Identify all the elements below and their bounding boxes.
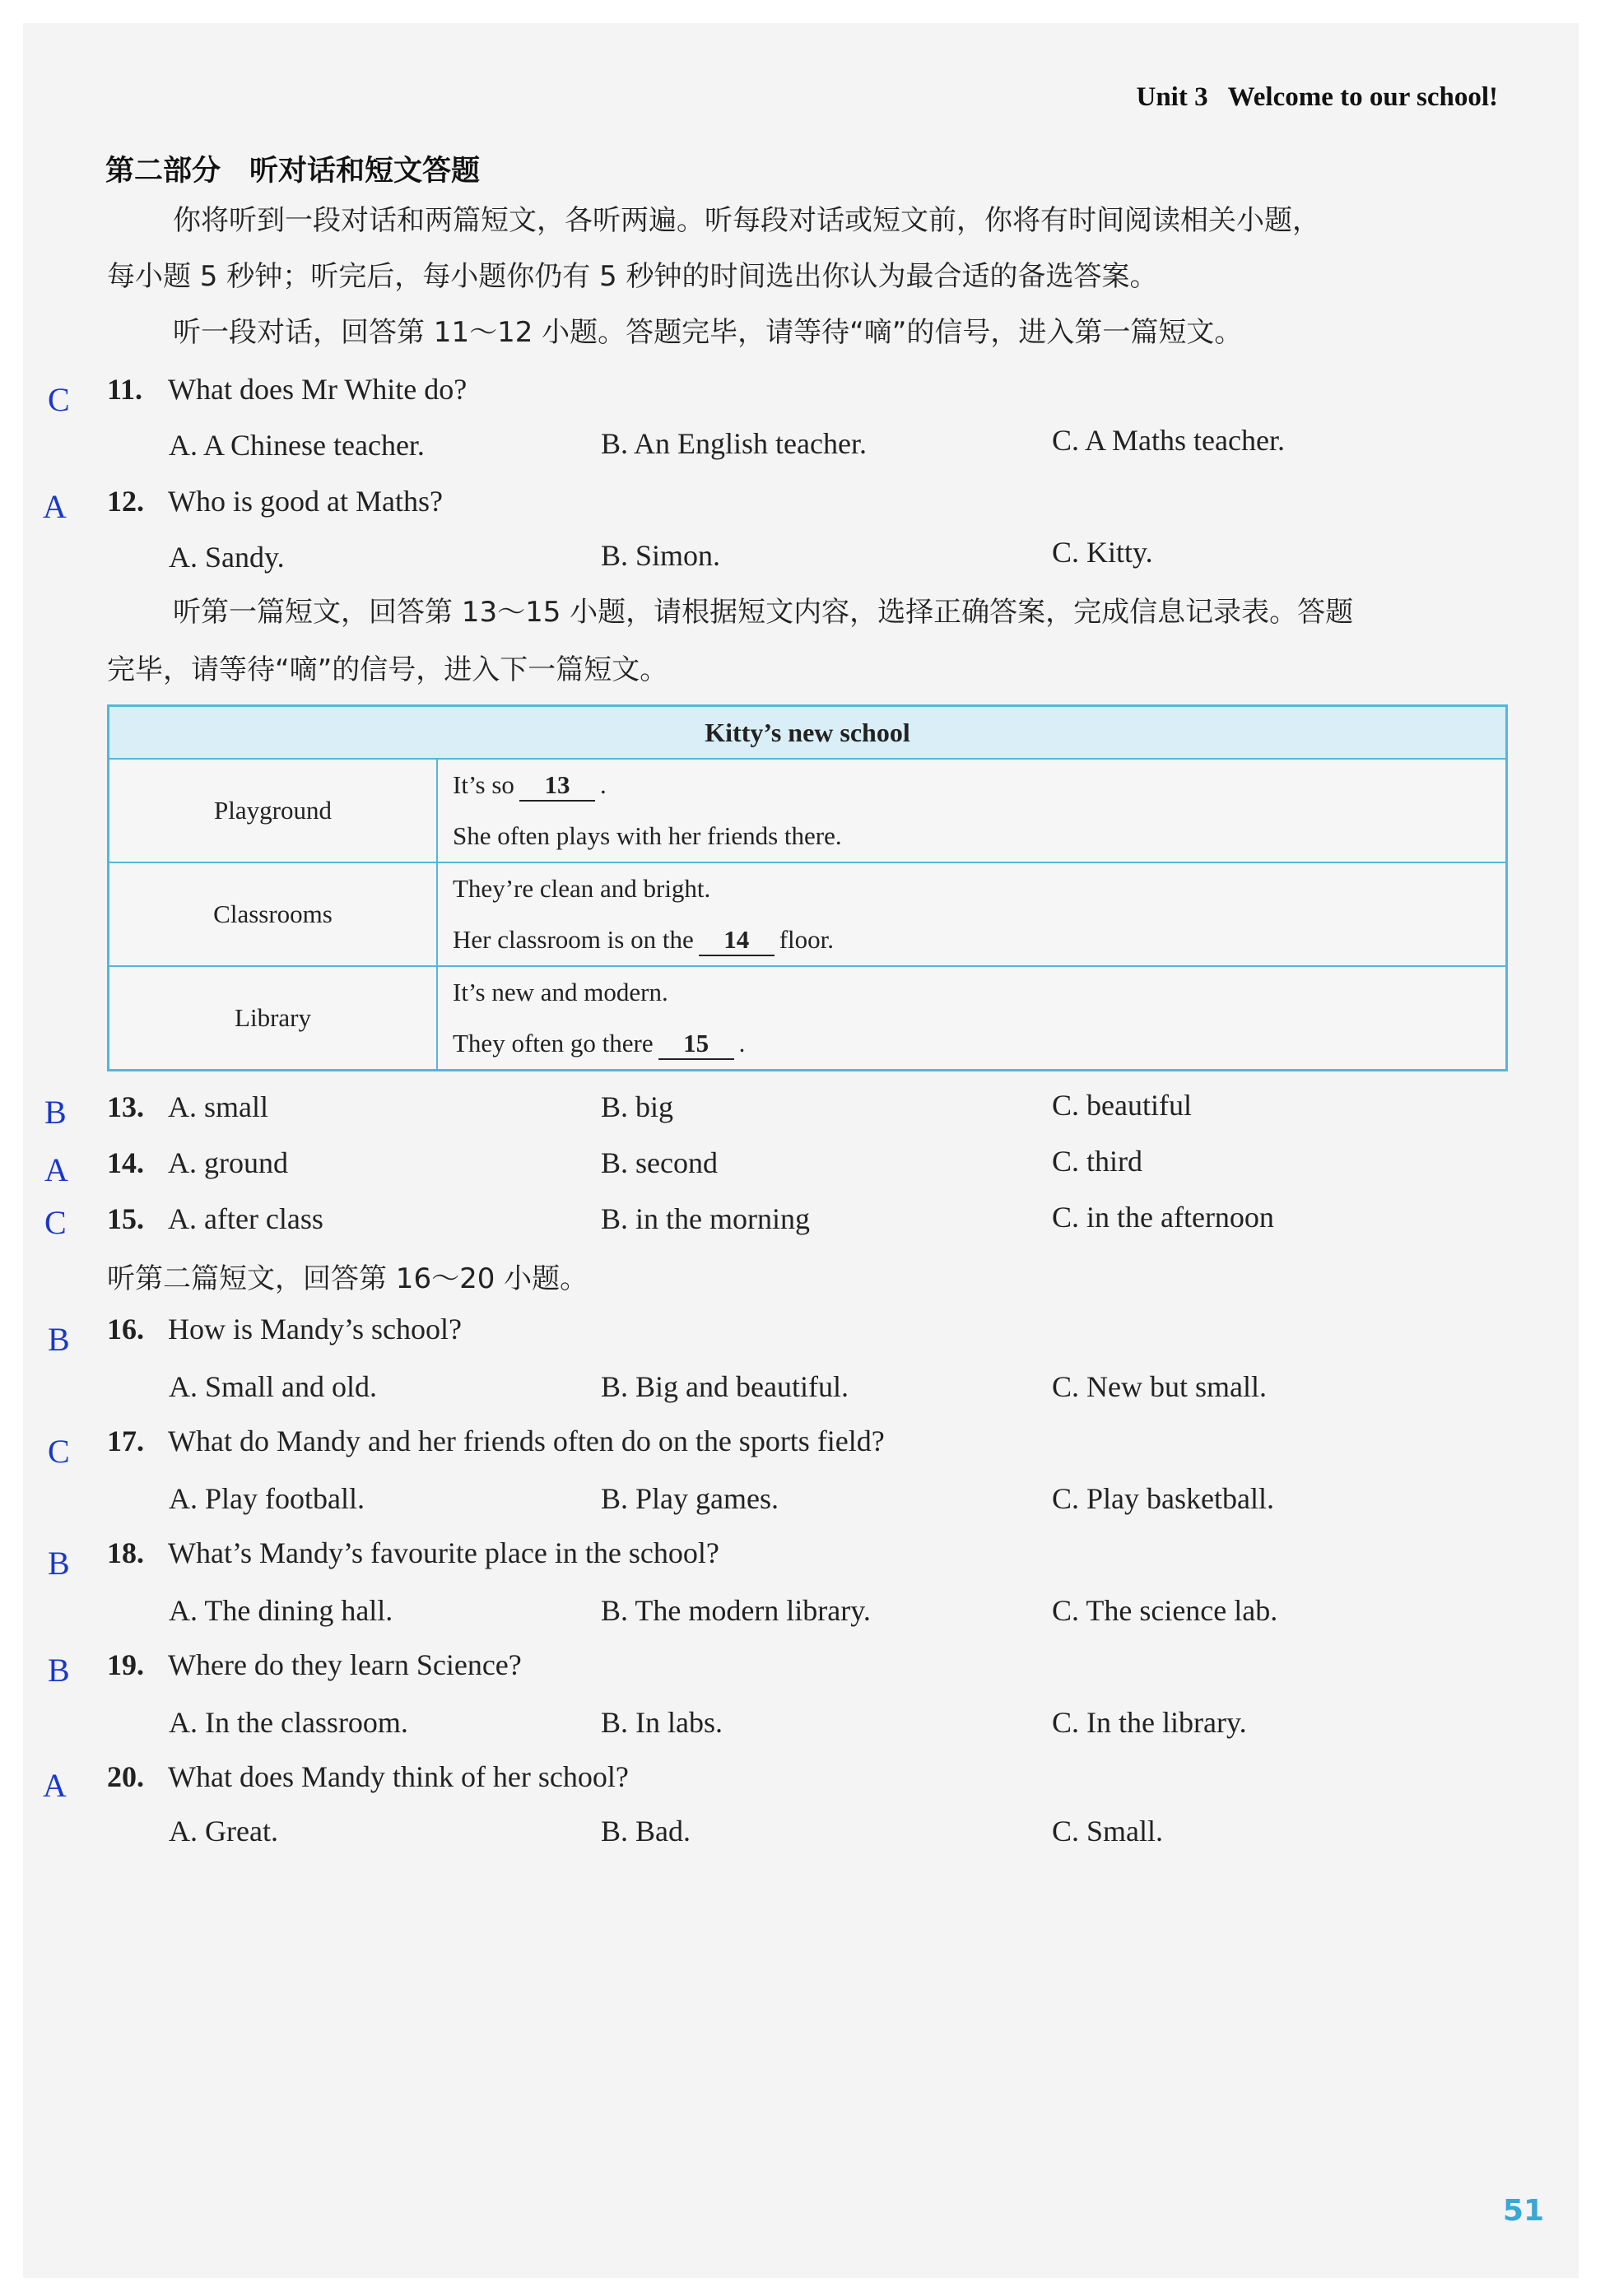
section-title: 第二部分 听对话和短文答题 — [105, 155, 481, 188]
running-header — [1116, 82, 1498, 113]
question-number: 11. — [107, 373, 143, 406]
option-13-c: C. beautiful — [1052, 1089, 1192, 1122]
option-18-a: A. The dining hall. — [169, 1594, 393, 1627]
answer-11: C — [48, 381, 70, 418]
question-number: 15. — [107, 1202, 144, 1235]
answer-17: C — [48, 1433, 70, 1470]
table-row — [109, 966, 1507, 1071]
option-15-a: A. after class — [168, 1202, 323, 1235]
cell-text: . — [738, 1029, 746, 1057]
question-text: What does Mandy think of her school? — [168, 1760, 629, 1793]
question-text: Where do they learn Science? — [168, 1648, 522, 1681]
intro-line-3: 听一段对话，回答第 11～12 小题。答题完毕，请等待“嘀”的信号，进入第一篇短文。 — [173, 316, 1243, 349]
cell-text: floor. — [779, 925, 835, 954]
cell-text: It’s so — [453, 770, 514, 799]
answer-18: B — [48, 1545, 70, 1582]
question-12 — [107, 484, 443, 518]
question-text: What do Mandy and her friends often do on the sports field? — [168, 1425, 885, 1457]
cell-text: They often go there — [453, 1029, 654, 1057]
question-16 — [107, 1312, 462, 1346]
option-12-c: C. Kitty. — [1052, 536, 1153, 569]
option-14-c: C. third — [1052, 1145, 1143, 1178]
question-number: 12. — [107, 485, 144, 518]
option-16-b: B. Big and beautiful. — [601, 1370, 849, 1403]
question-text: How is Mandy’s school? — [168, 1313, 462, 1346]
question-number: 19. — [107, 1648, 144, 1681]
question-20 — [107, 1759, 629, 1794]
option-13-b: B. big — [601, 1090, 674, 1123]
option-11-c: C. A Maths teacher. — [1052, 424, 1285, 457]
option-19-b: B. In labs. — [601, 1706, 723, 1739]
question-text: What does Mr White do? — [168, 373, 468, 406]
unit-label: Unit 3 — [1136, 82, 1208, 112]
intro-line-2: 每小题 5 秒钟；听完后，每小题你仍有 5 秒钟的时间选出你认为最合适的备选答案。 — [107, 260, 1158, 293]
option-20-c: C. Small. — [1052, 1815, 1164, 1847]
cell-text: It’s new and modern. — [453, 978, 668, 1006]
question-number: 13. — [107, 1090, 144, 1123]
cell-text: She often plays with her friends there. — [453, 821, 842, 850]
question-number: 14. — [107, 1146, 144, 1179]
option-16-a: A. Small and old. — [169, 1370, 377, 1403]
question-number: 17. — [107, 1425, 144, 1457]
blank-13: 13 — [519, 770, 595, 802]
question-text: What’s Mandy’s favourite place in the school? — [168, 1536, 719, 1569]
answer-14: A — [44, 1151, 68, 1188]
option-15-c: C. in the afternoon — [1052, 1201, 1274, 1234]
question-number: 16. — [107, 1313, 144, 1346]
option-12-b: B. Simon. — [601, 539, 721, 572]
answer-12: A — [43, 488, 67, 525]
question-17 — [107, 1424, 885, 1458]
blank-14: 14 — [699, 925, 775, 956]
question-13 — [107, 1090, 268, 1124]
row-content — [437, 966, 1507, 1071]
question-text: Who is good at Maths? — [168, 485, 443, 518]
answer-19: B — [48, 1652, 70, 1689]
answer-13: B — [44, 1094, 67, 1131]
question-number: 18. — [107, 1536, 144, 1569]
answer-16: B — [48, 1321, 70, 1358]
cell-text: Her classroom is on the — [453, 925, 694, 954]
row-label-playground: Playground — [109, 759, 438, 862]
cell-text: They’re clean and bright. — [453, 874, 711, 903]
option-13-a: A. small — [168, 1090, 268, 1123]
option-19-c: C. In the library. — [1052, 1706, 1247, 1739]
intro-line-1: 你将听到一段对话和两篇短文，各听两遍。听每段对话或短文前，你将有时间阅读相关小题， — [173, 204, 1320, 237]
option-18-b: B. The modern library. — [601, 1594, 871, 1627]
option-20-a: A. Great. — [169, 1815, 278, 1847]
row-content — [437, 862, 1507, 966]
passage2-instruction: 听第二篇短文，回答第 16～20 小题。 — [107, 1262, 588, 1295]
option-16-c: C. New but small. — [1052, 1370, 1267, 1403]
option-20-b: B. Bad. — [601, 1815, 691, 1847]
option-12-a: A. Sandy. — [169, 541, 285, 574]
unit-title: Welcome to our school! — [1227, 82, 1498, 112]
option-15-b: B. in the morning — [601, 1202, 810, 1235]
question-11 — [107, 372, 467, 407]
page-number: 51 — [1502, 2194, 1544, 2228]
question-18 — [107, 1536, 719, 1570]
table-row — [109, 862, 1507, 966]
answer-15: C — [44, 1204, 67, 1241]
answer-20: A — [43, 1767, 67, 1804]
question-19 — [107, 1648, 522, 1682]
option-17-c: C. Play basketball. — [1052, 1482, 1274, 1515]
question-14 — [107, 1146, 288, 1180]
question-number: 20. — [107, 1760, 144, 1793]
cell-text: . — [599, 770, 607, 799]
table-row — [109, 759, 1507, 862]
option-14-b: B. second — [601, 1146, 718, 1179]
passage1-instruction-line-1: 听第一篇短文，回答第 13～15 小题，请根据短文内容，选择正确答案，完成信息记录表。答题 — [173, 596, 1354, 629]
option-17-b: B. Play games. — [601, 1482, 779, 1515]
option-14-a: A. ground — [168, 1146, 288, 1179]
question-15 — [107, 1201, 323, 1236]
passage1-instruction-line-2: 完毕，请等待“嘀”的信号，进入下一篇短文。 — [107, 653, 668, 686]
option-11-b: B. An English teacher. — [601, 427, 867, 460]
info-record-table — [107, 704, 1508, 1071]
option-17-a: A. Play football. — [169, 1482, 365, 1515]
row-label-library: Library — [109, 966, 438, 1071]
option-11-a: A. A Chinese teacher. — [169, 429, 425, 462]
option-18-c: C. The science lab. — [1052, 1594, 1278, 1627]
table-title: Kitty’s new school — [109, 706, 1507, 760]
row-label-classrooms: Classrooms — [109, 862, 438, 966]
row-content — [437, 759, 1507, 862]
blank-15: 15 — [658, 1029, 734, 1060]
option-19-a: A. In the classroom. — [169, 1706, 408, 1739]
